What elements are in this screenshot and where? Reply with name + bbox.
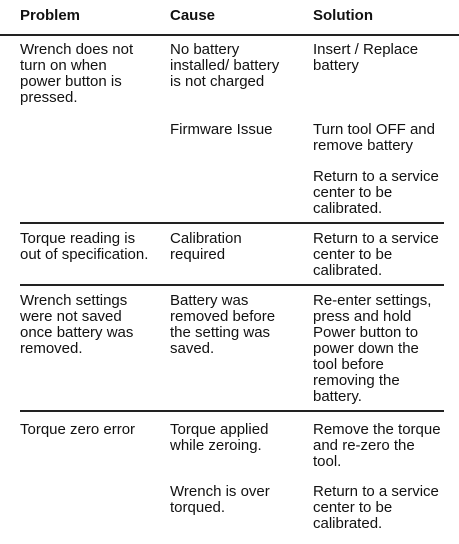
solution-cell: Insert / Replace battery bbox=[313, 41, 419, 74]
cause-cell: Calibration required bbox=[170, 230, 242, 263]
solution-cell: Turn tool OFF and remove battery bbox=[313, 121, 435, 154]
cause-cell: Firmware Issue bbox=[170, 121, 273, 138]
problem-cell: Torque zero error bbox=[20, 421, 136, 438]
cause-cell: Torque applied while zeroing. bbox=[170, 421, 269, 454]
header-problem: Problem bbox=[20, 7, 81, 24]
table-row-group bbox=[20, 284, 444, 412]
table-row-group bbox=[20, 410, 444, 544]
solution-cell: Remove the torque and re-zero the tool. bbox=[313, 421, 441, 470]
table-header bbox=[0, 0, 459, 36]
cause-cell: Wrench is over torqued. bbox=[170, 483, 270, 516]
solution-cell: Re-enter settings, press and hold Power button to power down the tool before removing the battery. bbox=[313, 292, 432, 405]
solution-cell: Return to a service center to be calibrated. bbox=[313, 483, 439, 532]
problem-cell: Wrench does not turn on when power button is pressed. bbox=[20, 41, 134, 106]
header-solution: Solution bbox=[313, 7, 373, 24]
table-row-group bbox=[20, 222, 444, 286]
cause-cell: No battery installed/ battery is not charged bbox=[170, 41, 280, 90]
header-cause: Cause bbox=[170, 7, 216, 24]
table-row-group bbox=[20, 34, 444, 224]
solution-cell: Return to a service center to be calibrated. bbox=[313, 168, 439, 217]
cause-cell: Battery was removed before the setting was saved. bbox=[170, 292, 276, 357]
problem-cell: Wrench settings were not saved once battery was removed. bbox=[20, 292, 134, 357]
solution-cell: Return to a service center to be calibrated. bbox=[313, 230, 439, 279]
problem-cell: Torque reading is out of specification. bbox=[20, 230, 149, 263]
